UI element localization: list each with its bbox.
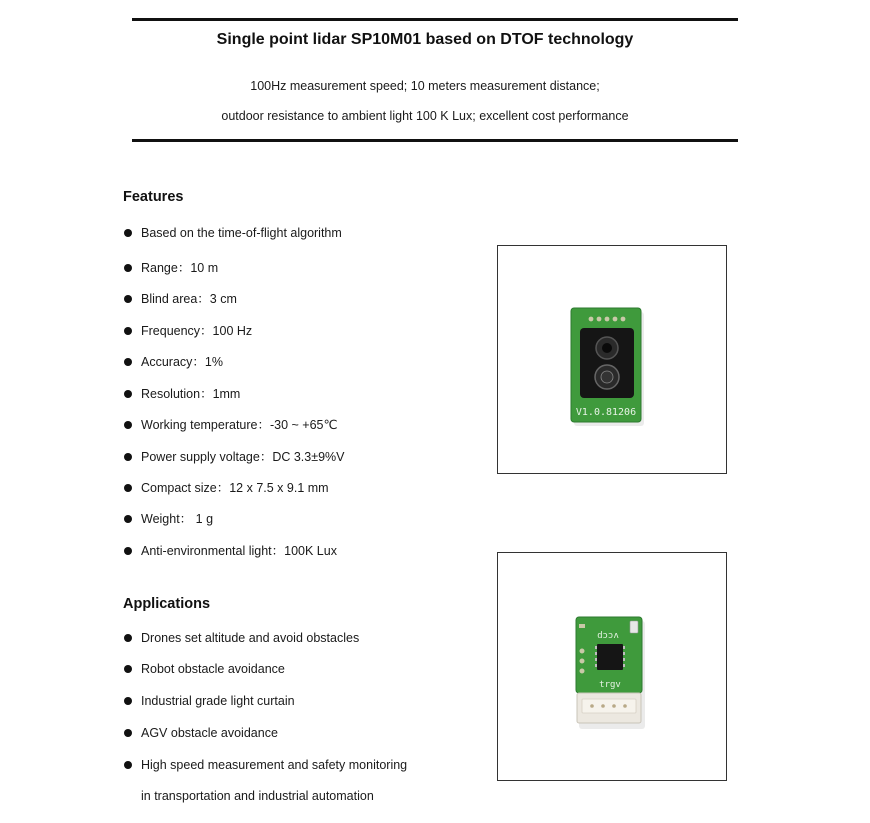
sensor-front-illustration — [498, 246, 726, 473]
bullet-icon — [124, 453, 132, 461]
header-top-rule — [132, 18, 738, 21]
application-text: Robot obstacle avoidance — [141, 662, 285, 676]
solder-pad — [605, 317, 610, 322]
feature-text: Resolution：1mm — [141, 387, 241, 401]
bullet-icon — [124, 229, 132, 237]
sensor-front-photo — [497, 245, 727, 474]
application-text: Drones set altitude and avoid obstacles — [141, 631, 360, 645]
connector-pin — [612, 704, 616, 708]
via-pad — [580, 669, 585, 674]
chip-pin — [595, 658, 597, 661]
bullet-icon — [124, 390, 132, 398]
chip-component — [597, 644, 623, 670]
chip-pin — [595, 652, 597, 655]
smd-pad — [579, 624, 585, 628]
solder-pad — [621, 317, 626, 322]
application-text: High speed measurement and safety monitoring — [141, 758, 408, 772]
bullet-icon — [124, 421, 132, 429]
board-top-label: vccp — [597, 630, 619, 640]
bullet-icon — [124, 358, 132, 366]
connector-opening — [582, 699, 636, 713]
sensor-back-photo — [497, 552, 727, 781]
feature-text: Based on the time-of-flight algorithm — [141, 226, 342, 240]
chip-pin — [623, 658, 625, 661]
receiver-lens-core — [601, 371, 613, 383]
chip-pin — [623, 646, 625, 649]
connector-pin — [590, 704, 594, 708]
feature-text: Working temperature：-30 ~ +65℃ — [141, 418, 338, 432]
bullet-icon — [124, 697, 132, 705]
applications-heading: Applications — [123, 596, 211, 612]
feature-text: Frequency：100 Hz — [141, 324, 253, 338]
header-bottom-rule — [132, 139, 738, 142]
solder-pad — [613, 317, 618, 322]
feature-text: Accuracy：1% — [141, 355, 223, 369]
via-pad — [580, 659, 585, 664]
application-text: Industrial grade light curtain — [141, 694, 295, 708]
feature-text: Compact size：12 x 7.5 x 9.1 mm — [141, 481, 329, 495]
bullet-icon — [124, 665, 132, 673]
solder-pad — [589, 317, 594, 322]
via-pad — [580, 649, 585, 654]
feature-text: Weight： 1 g — [141, 512, 214, 526]
bullet-icon — [124, 729, 132, 737]
subtitle-line-2: outdoor resistance to ambient light 100 K Lux; excellent cost performance — [221, 109, 629, 123]
board-version-label: V1.0.81206 — [575, 407, 637, 418]
bullet-icon — [124, 547, 132, 555]
capacitor-component — [630, 621, 638, 633]
bullet-icon — [124, 327, 132, 335]
chip-pin — [595, 664, 597, 667]
feature-text: Anti-environmental light：100K Lux — [141, 544, 337, 558]
bullet-icon — [124, 264, 132, 272]
bullet-icon — [124, 761, 132, 769]
feature-text: Power supply voltage：DC 3.3±9%V — [141, 450, 345, 464]
connector-pin — [623, 704, 627, 708]
features-heading: Features — [123, 189, 184, 205]
sensor-back-illustration — [498, 553, 726, 780]
application-text: AGV obstacle avoidance — [141, 726, 278, 740]
connector-pin — [601, 704, 605, 708]
feature-text: Range：10 m — [141, 261, 219, 275]
chip-pin — [623, 664, 625, 667]
solder-pad — [597, 317, 602, 322]
chip-pin — [623, 652, 625, 655]
board-bottom-label: trgv — [599, 680, 621, 690]
page-title: Single point lidar SP10M01 based on DTOF technology — [216, 31, 634, 48]
chip-pin — [595, 646, 597, 649]
bullet-icon — [124, 295, 132, 303]
bullet-icon — [124, 515, 132, 523]
bullet-icon — [124, 484, 132, 492]
application-continuation-text: in transportation and industrial automation — [141, 789, 374, 803]
feature-text: Blind area：3 cm — [141, 292, 237, 306]
subtitle-line-1: 100Hz measurement speed; 10 meters measurement distance; — [250, 79, 600, 93]
bullet-icon — [124, 634, 132, 642]
emitter-lens-core — [602, 343, 612, 353]
